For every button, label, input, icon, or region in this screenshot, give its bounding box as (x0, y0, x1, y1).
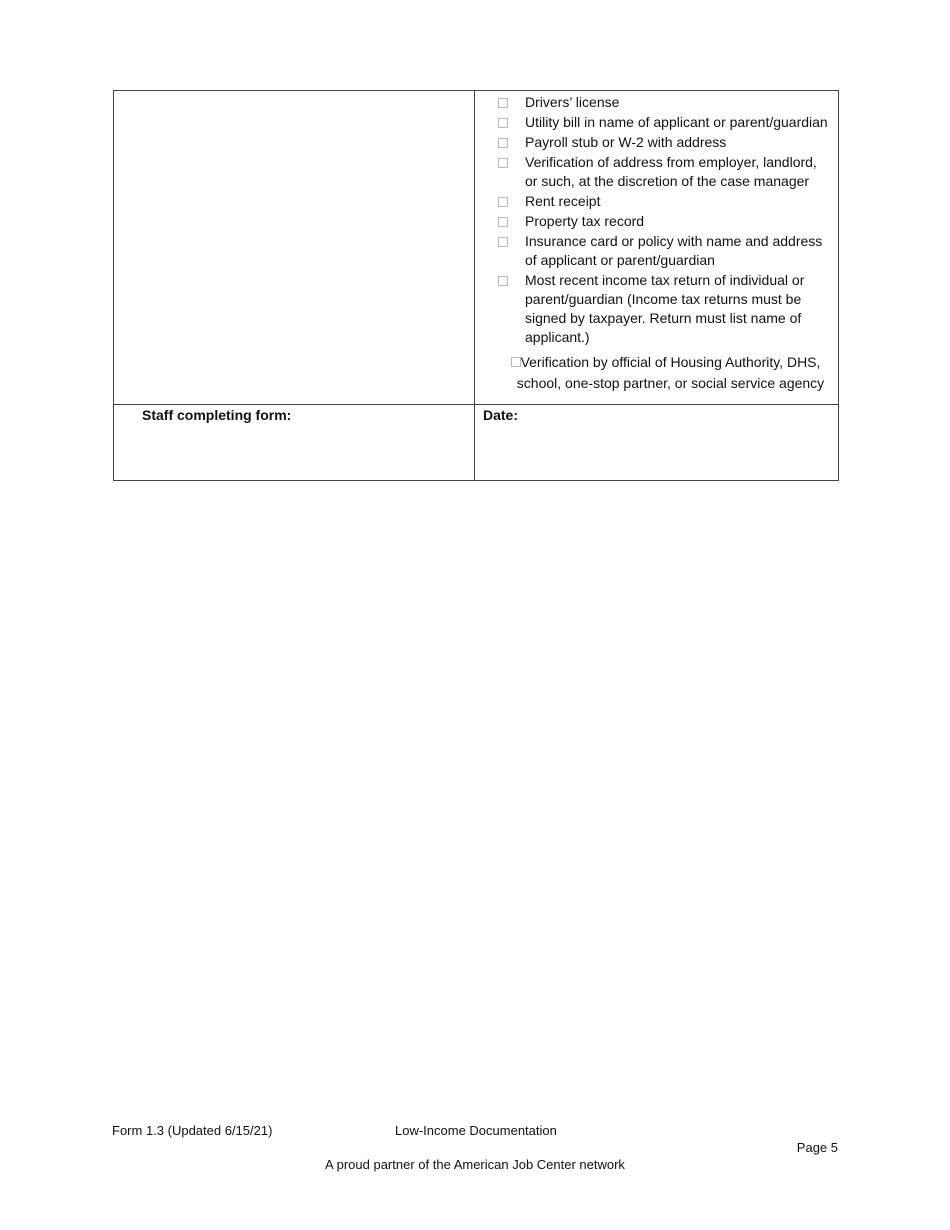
checklist-cell (475, 91, 839, 405)
checklist-item-official-verification (475, 350, 838, 404)
checklist-item (495, 232, 832, 270)
checkbox-icon[interactable] (498, 197, 508, 207)
checklist-row (114, 91, 839, 405)
documentation-table (113, 90, 839, 481)
checklist-item-label: Verification of address from employer, landlord, or such, at the discretion of the case manager (525, 154, 817, 189)
checklist-item (495, 93, 832, 112)
checklist-item-label: Drivers’ license (525, 94, 620, 110)
checkbox-icon[interactable] (498, 237, 508, 247)
footer-form-id: Form 1.3 (Updated 6/15/21) (112, 1123, 273, 1138)
checkbox-icon[interactable] (498, 276, 508, 286)
checklist-item-label: Utility bill in name of applicant or parent/guardian (525, 114, 828, 130)
checklist-item-label: Most recent income tax return of individual or parent/guardian (Income tax returns must be signed by taxpayer. Return must list name of applicant.) (525, 272, 805, 345)
date-label: Date: (483, 407, 519, 423)
checklist-item-label: Property tax record (525, 213, 645, 229)
checkbox-icon[interactable] (498, 98, 508, 108)
checklist-item (495, 271, 832, 347)
checklist-item-label: Insurance card or policy with name and address of applicant or parent/guardian (525, 233, 823, 268)
checklist-item (495, 113, 832, 132)
checklist-item-label: Rent receipt (525, 193, 601, 209)
checklist-item-label: Verification by official of Housing Authority, DHS, school, one-stop partner, or social service agency (516, 354, 825, 391)
left-blank-cell (114, 91, 475, 405)
checklist-item (495, 153, 832, 191)
staff-completing-form-label: Staff completing form: (142, 407, 292, 423)
staff-cell[interactable] (114, 405, 475, 481)
footer-tagline: A proud partner of the American Job Center network (325, 1157, 625, 1172)
signoff-row (114, 405, 839, 481)
footer-document-title: Low-Income Documentation (395, 1123, 557, 1138)
address-documents-checklist (475, 91, 838, 350)
checklist-item (495, 133, 832, 152)
checklist-item (495, 192, 832, 211)
checkbox-icon[interactable] (498, 158, 508, 168)
date-cell[interactable] (475, 405, 839, 481)
checkbox-icon[interactable] (511, 357, 521, 367)
checkbox-icon[interactable] (498, 217, 508, 227)
checklist-item (495, 212, 832, 231)
checklist-item-label: Payroll stub or W-2 with address (525, 134, 727, 150)
checkbox-icon[interactable] (498, 118, 508, 128)
checkbox-icon[interactable] (498, 138, 508, 148)
footer-page-number: Page 5 (796, 1140, 838, 1155)
